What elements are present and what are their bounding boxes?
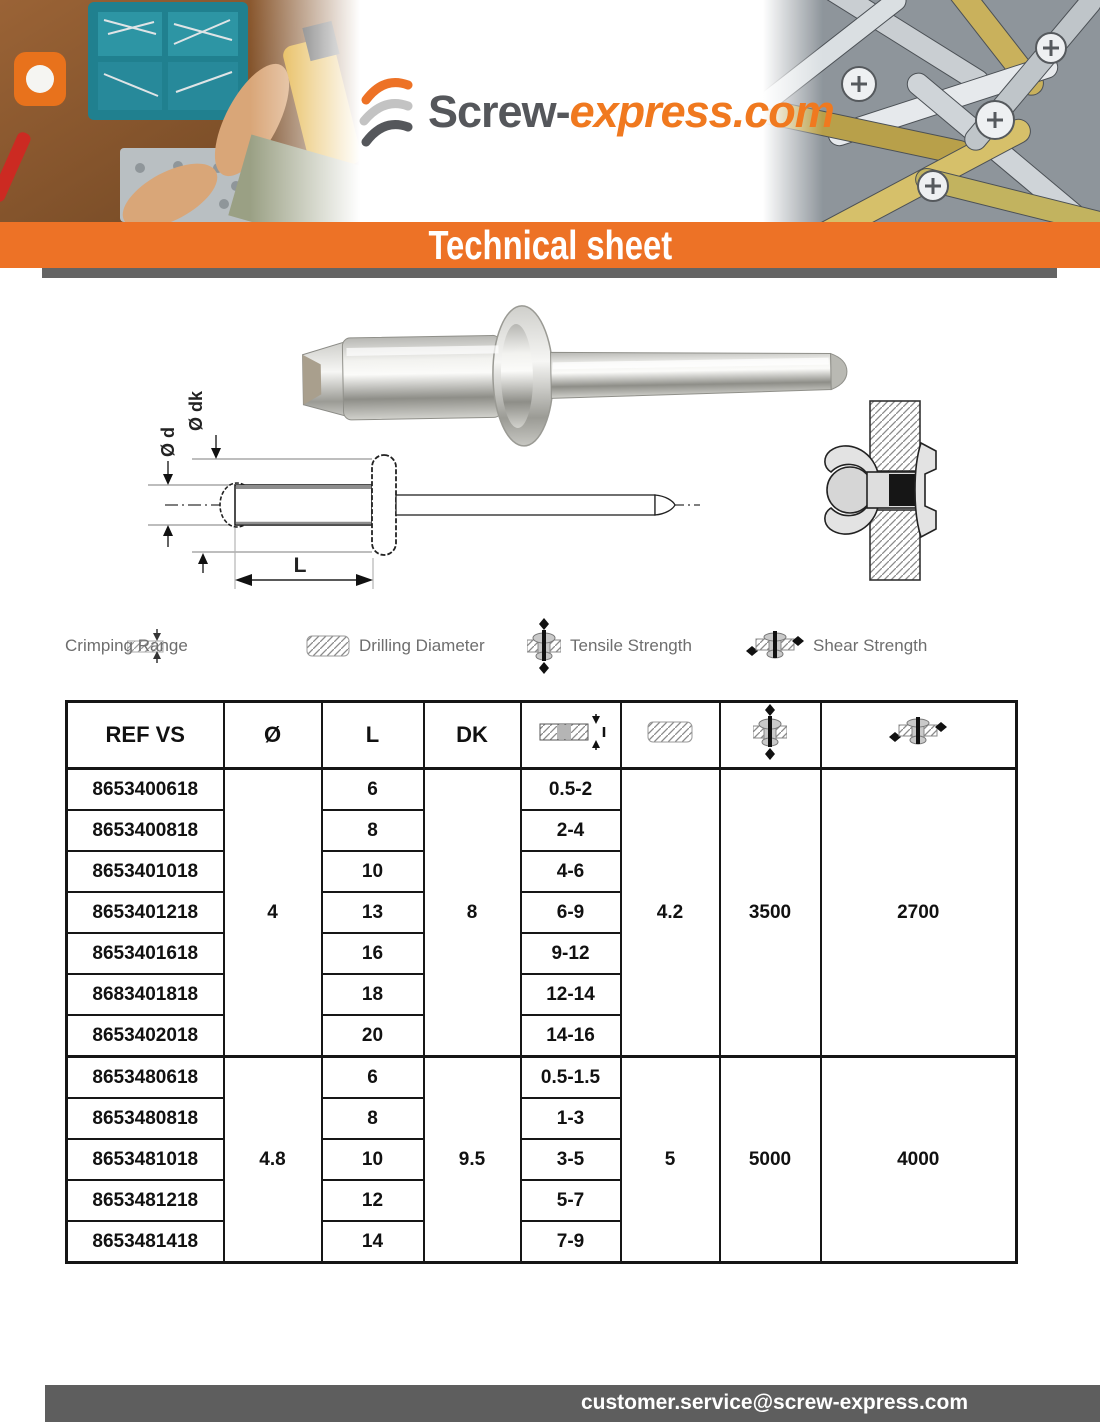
col-tensile-strength [720,702,821,769]
technical-sheet-banner [0,222,1100,268]
legend-tensile-strength [527,626,692,666]
tensile-strength-cell: 5000 [720,1057,821,1263]
banner-title: Technical sheet [428,221,672,268]
crimping-range-cell: 6-9 [521,892,621,933]
crimping-range-cell: 14-16 [521,1015,621,1057]
logo-swoosh-icon [358,74,414,150]
logo-text [428,86,834,138]
col-dk: DK [424,702,521,769]
banner-shadow-strip [42,268,1057,278]
shear-strength-cell: 2700 [821,769,1017,1057]
col-length: L [322,702,424,769]
dim-d-label: Ø d [158,427,178,457]
crimping-range-cell: 4-6 [521,851,621,892]
logo-text-primary: Screw- [428,86,570,137]
legend-shear-strength [746,626,927,666]
legend-crimping-range [65,626,188,666]
workbench-photo [0,0,360,222]
crimping-range-icon [536,712,606,752]
drilling-diameter-cell: 5 [621,1057,720,1263]
ref-cell: 8683401818 [67,974,224,1015]
length-cell: 13 [322,892,424,933]
legend-drilling-diameter-label: Drilling Diameter [359,636,485,655]
crimping-range-cell: 0.5-1.5 [521,1057,621,1099]
legend-tensile-strength-label: Tensile Strength [570,636,692,655]
tensile-strength-icon [753,704,787,760]
logo [358,72,834,152]
legend-drilling-diameter [306,626,485,666]
col-drilling-diameter [621,702,720,769]
crimping-range-cell: 3-5 [521,1139,621,1180]
length-cell: 10 [322,1139,424,1180]
shear-strength-icon [889,715,947,749]
table-row [67,1057,1017,1099]
drilling-diameter-cell: 4.2 [621,769,720,1057]
ref-cell: 8653480618 [67,1057,224,1099]
ref-cell: 8653481018 [67,1139,224,1180]
length-cell: 12 [322,1180,424,1221]
ref-cell: 8653402018 [67,1015,224,1057]
table-row [67,769,1017,811]
tensile-strength-cell: 3500 [720,769,821,1057]
spec-table [65,700,1018,1264]
drilling-diameter-icon [306,635,350,657]
dk-cell: 9.5 [424,1057,521,1263]
crimping-range-cell: 5-7 [521,1180,621,1221]
length-cell: 16 [322,933,424,974]
shear-strength-icon [746,629,804,663]
length-cell: 18 [322,974,424,1015]
crimping-range-cell: 9-12 [521,933,621,974]
footer-bar [45,1385,1100,1422]
ref-cell: 8653481418 [67,1221,224,1263]
col-shear-strength [821,702,1017,769]
crimping-range-cell: 0.5-2 [521,769,621,811]
length-cell: 6 [322,769,424,811]
ref-cell: 8653401018 [67,851,224,892]
contact-email: customer.service@screw-express.com [580,1391,968,1414]
crimping-range-cell: 1-3 [521,1098,621,1139]
ref-cell: 8653480818 [67,1098,224,1139]
dk-cell: 8 [424,769,521,1057]
length-cell: 8 [322,1098,424,1139]
logo-text-secondary: express.com [569,86,834,137]
ref-cell: 8653401218 [67,892,224,933]
ref-cell: 8653401618 [67,933,224,974]
installed-rivet-cross-section [812,393,957,588]
shear-strength-cell: 4000 [821,1057,1017,1263]
legend-crimping-range-label: Crimping Range [65,636,188,655]
ref-cell: 8653481218 [67,1180,224,1221]
length-cell: 6 [322,1057,424,1099]
crimping-range-cell: 12-14 [521,974,621,1015]
dim-dk-label: Ø dk [186,390,206,431]
col-crimping-range [521,702,621,769]
table-header-row [67,702,1017,769]
length-cell: 14 [322,1221,424,1263]
length-cell: 20 [322,1015,424,1057]
ref-cell: 8653400818 [67,810,224,851]
col-diameter: Ø [224,702,322,769]
col-ref: REF VS [67,702,224,769]
drilling-diameter-icon [647,721,693,743]
diameter-cell: 4 [224,769,322,1057]
length-cell: 8 [322,810,424,851]
spec-table-body [67,769,1017,1263]
diameter-cell: 4.8 [224,1057,322,1263]
length-cell: 10 [322,851,424,892]
crimping-range-cell: 7-9 [521,1221,621,1263]
crimping-range-cell: 2-4 [521,810,621,851]
rivet-technical-drawing [128,375,713,610]
dim-l-label: L [293,554,307,577]
tensile-strength-icon [527,618,561,674]
legend-shear-strength-label: Shear Strength [813,636,928,655]
ref-cell: 8653400618 [67,769,224,811]
